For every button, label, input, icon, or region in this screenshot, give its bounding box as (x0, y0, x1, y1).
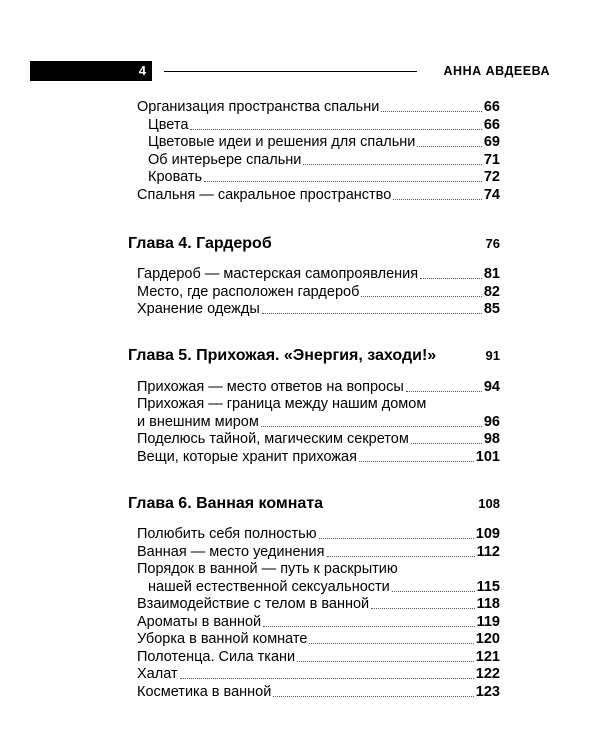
toc-entry-page: 118 (476, 596, 500, 612)
toc-entry-page: 72 (483, 169, 500, 185)
toc-entry-page: 122 (475, 666, 500, 682)
toc-entry[interactable] (137, 649, 500, 666)
toc-entry-page: 94 (483, 379, 500, 395)
dot-leader (204, 181, 482, 182)
toc-entry[interactable] (137, 684, 500, 701)
toc-entry-title: Полотенца. Сила ткани (137, 649, 296, 665)
chapter-heading[interactable] (128, 494, 500, 514)
dot-leader (180, 678, 474, 679)
dot-leader (190, 129, 481, 130)
toc-entry-page: 120 (475, 631, 500, 647)
toc-entry-page: 109 (475, 526, 500, 542)
toc-entry[interactable] (137, 596, 500, 613)
page-number: 4 (30, 61, 152, 81)
toc-entry-title: Взаимодействие с телом в ванной (137, 596, 370, 612)
toc-entry[interactable] (137, 666, 500, 683)
chapter-heading[interactable] (128, 234, 500, 254)
dot-leader (417, 146, 481, 147)
toc-entry[interactable] (137, 631, 500, 648)
running-header (30, 61, 550, 81)
toc-entry-title: Хранение одежды (137, 301, 260, 317)
toc-entry-page: 121 (475, 649, 500, 665)
toc-entry[interactable] (137, 544, 500, 561)
toc-entry-page: 82 (483, 284, 500, 300)
toc-entry-title-line1: Прихожая — граница между нашим домом (137, 396, 427, 412)
chapter-page: 76 (485, 236, 500, 251)
toc-entry[interactable] (137, 99, 500, 116)
toc-entry[interactable] (137, 449, 500, 466)
dot-leader (309, 643, 473, 644)
header-rule (164, 71, 417, 72)
toc-entry[interactable] (137, 187, 500, 204)
toc-entry[interactable] (148, 134, 500, 151)
toc-entry-page: 112 (476, 544, 500, 560)
toc-entry-page: 71 (483, 152, 500, 168)
toc-entry-title: Место, где расположен гардероб (137, 284, 360, 300)
toc-entry[interactable] (148, 152, 500, 169)
toc-entry-title: Халат (137, 666, 178, 682)
toc-entry-page: 101 (475, 449, 500, 465)
toc-entry-title: нашей естественной сексуальности (148, 579, 390, 595)
dot-leader (411, 443, 482, 444)
dot-leader (361, 296, 481, 297)
dot-leader (371, 608, 474, 609)
toc-entry-title: Уборка в ванной комнате (137, 631, 308, 647)
toc-entry-title: и внешним миром (137, 414, 259, 430)
dot-leader (303, 164, 481, 165)
dot-leader (263, 626, 474, 627)
toc-entry-title: Организация пространства спальни (137, 99, 380, 115)
toc-entry-page: 66 (483, 117, 500, 133)
toc-entry-page: 69 (483, 134, 500, 150)
toc-entry-page: 66 (483, 99, 500, 115)
toc-entry-title: Поделюсь тайной, магическим секретом (137, 431, 409, 447)
toc-entry-page: 85 (483, 301, 500, 317)
toc-entry-page: 123 (475, 684, 500, 700)
toc-entry[interactable] (137, 614, 500, 631)
dot-leader (297, 661, 474, 662)
toc-entry-title: Гардероб — мастерская самопроявления (137, 266, 419, 282)
toc-entry[interactable] (137, 526, 500, 543)
toc-entry-title: Ванная — место уединения (137, 544, 325, 560)
dot-leader (319, 538, 474, 539)
dot-leader (381, 111, 482, 112)
toc-entry-title: Полюбить себя полностью (137, 526, 317, 542)
toc-entry-page: 74 (483, 187, 500, 203)
chapter-title: Глава 6. Ванная комната (128, 495, 324, 512)
toc-entry-title: Цветовые идеи и решения для спальни (148, 134, 416, 150)
dot-leader (262, 313, 482, 314)
dot-leader (261, 426, 482, 427)
toc-entry[interactable] (148, 117, 500, 134)
dot-leader (273, 696, 473, 697)
toc-entry[interactable] (137, 431, 500, 448)
toc-entry-page: 96 (483, 414, 500, 430)
toc-entry-title: Цвета (148, 117, 189, 133)
toc-entry-title-line1: Порядок в ванной — путь к раскрытию (137, 561, 398, 577)
toc-entry-title: Кровать (148, 169, 203, 185)
toc-entry-title: Прихожая — место ответов на вопросы (137, 379, 404, 395)
author-name: АННА АВДЕЕВА (443, 64, 550, 78)
toc-entry[interactable] (137, 284, 500, 301)
toc-entry[interactable] (137, 414, 500, 431)
toc-entry-page: 115 (476, 579, 500, 595)
toc-entry-title: Косметика в ванной (137, 684, 272, 700)
chapter-heading[interactable] (128, 346, 500, 366)
toc-entry-page: 119 (476, 614, 500, 630)
chapter-title: Глава 4. Гардероб (128, 235, 272, 252)
chapter-page: 91 (485, 348, 500, 363)
toc-entry[interactable] (148, 579, 500, 596)
toc-entry-title: Вещи, которые хранит прихожая (137, 449, 357, 465)
dot-leader (392, 591, 475, 592)
dot-leader (327, 556, 475, 557)
dot-leader (420, 278, 482, 279)
dot-leader (393, 199, 482, 200)
toc-entry[interactable] (137, 266, 500, 283)
dot-leader (359, 461, 474, 462)
toc-entry-title: Об интерьере спальни (148, 152, 302, 168)
toc-entry-page: 81 (483, 266, 500, 282)
toc-entry-page: 98 (483, 431, 500, 447)
toc-entry[interactable] (148, 169, 500, 186)
toc-entry[interactable] (137, 301, 500, 318)
dot-leader (406, 391, 482, 392)
toc-entry[interactable] (137, 379, 500, 396)
chapter-page: 108 (478, 496, 500, 511)
toc-entry-title: Спальня — сакральное пространство (137, 187, 392, 203)
chapter-title: Глава 5. Прихожая. «Энергия, заходи!» (128, 347, 437, 364)
toc-entry-title: Ароматы в ванной (137, 614, 262, 630)
